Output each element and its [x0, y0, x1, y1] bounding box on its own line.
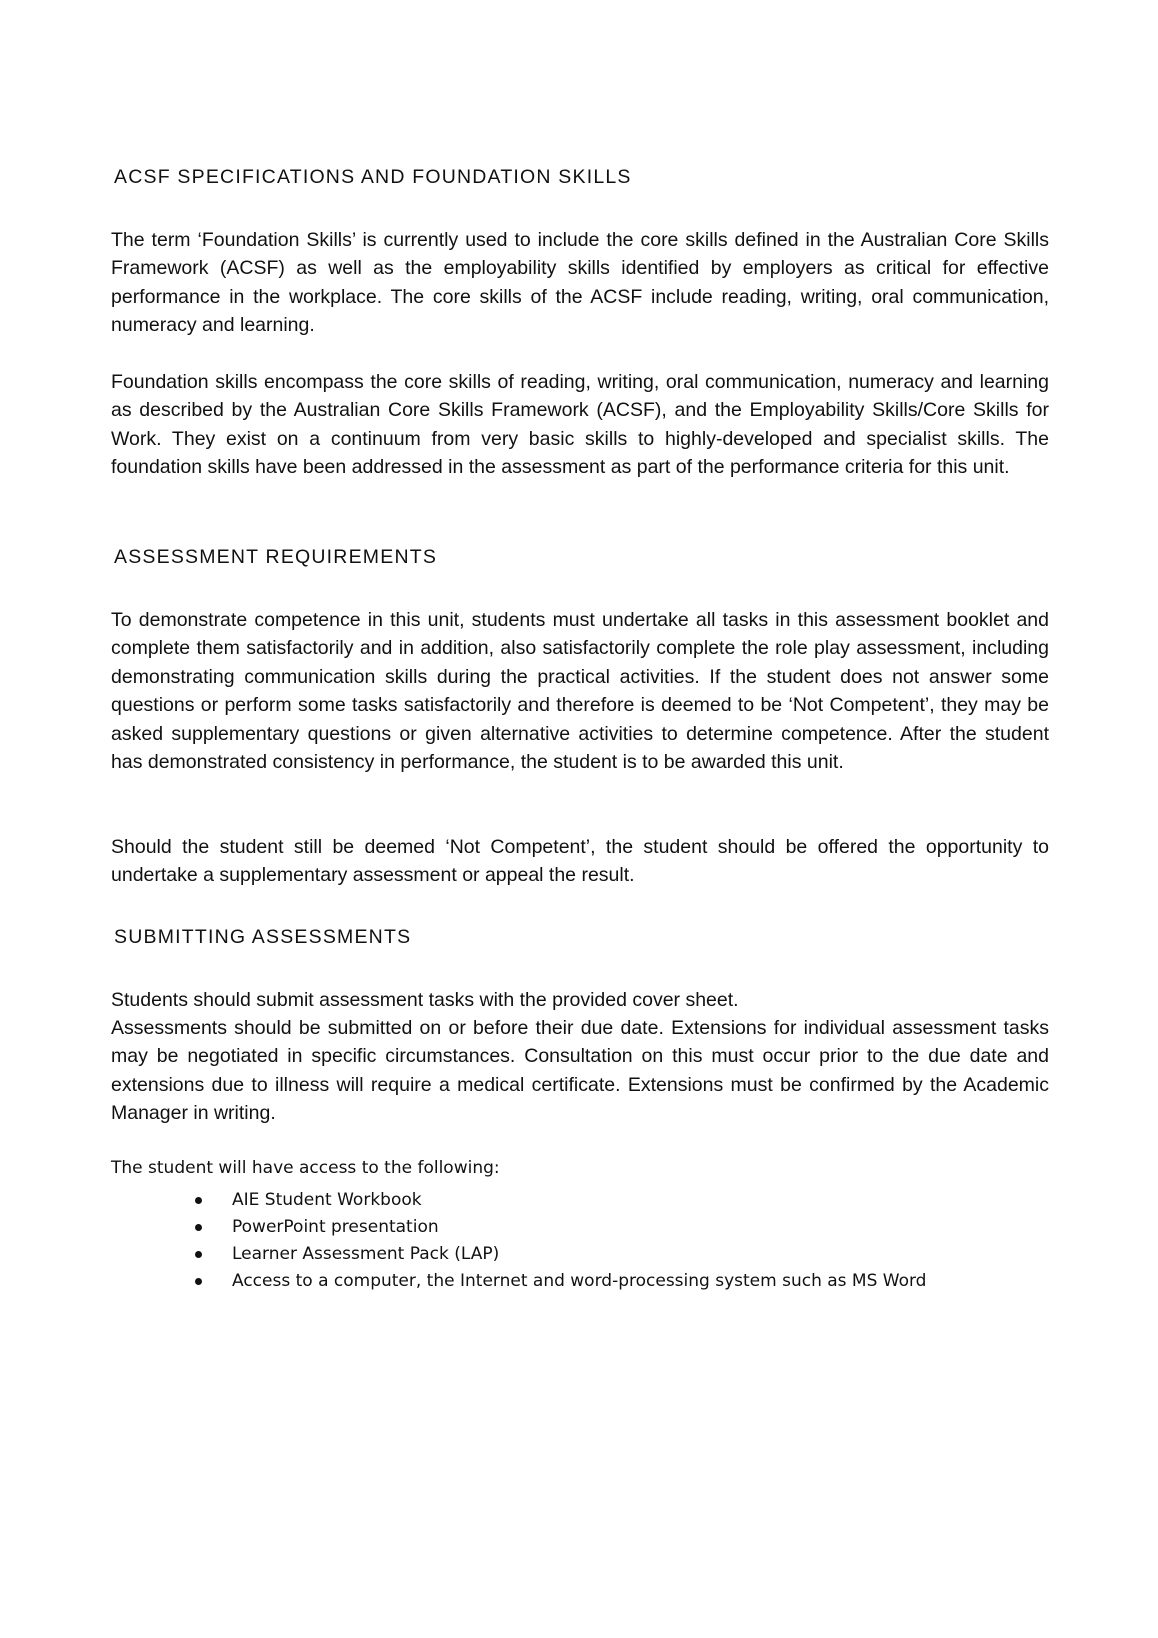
list-item: [195, 1187, 926, 1214]
access-intro: The student will have access to the following:: [111, 1158, 500, 1178]
heading-acsf: ACSF SPECIFICATIONS AND FOUNDATION SKILLS: [114, 166, 632, 188]
access-list: [195, 1187, 926, 1295]
bullet-icon: [195, 1251, 202, 1258]
submitting-paragraph-1: Assessments should be submitted on or before their due date. Extensions for individual assessment tasks may be negotiated in specific circumstances. Consultation on this must occur prior to the due date and extensions due to illness will require a medical certificate. Extensions must be confirmed by the Academic Manager in writing.: [111, 1017, 1049, 1125]
list-item: [195, 1268, 926, 1295]
list-item-label: AIE Student Workbook: [232, 1190, 422, 1210]
bullet-icon: [195, 1224, 202, 1231]
list-item: [195, 1214, 926, 1241]
heading-submitting-assessments: SUBMITTING ASSESSMENTS: [114, 926, 412, 948]
acsf-paragraph-2: Foundation skills encompass the core skills of reading, writing, oral communication, numeracy and learning as described by the Australian Core Skills Framework (ACSF), and the Employability Skills/Core Skills for Work. They exist on a continuum from very basic skills to highly-developed and specialist skills. The foundation skills have been addressed in the assessment as part of the performance criteria for this unit.: [111, 371, 1049, 479]
heading-assessment-requirements: ASSESSMENT REQUIREMENTS: [114, 546, 438, 568]
requirements-paragraph-2: Should the student still be deemed ‘Not Competent’, the student should be offered the opportunity to undertake a supplementary assessment or appeal the result.: [111, 836, 1049, 887]
bullet-icon: [195, 1197, 202, 1204]
bullet-icon: [195, 1278, 202, 1285]
list-item-label: Access to a computer, the Internet and word-processing system such as MS Word: [232, 1271, 927, 1291]
list-item-label: Learner Assessment Pack (LAP): [232, 1244, 500, 1264]
acsf-paragraph-1: The term ‘Foundation Skills’ is currently used to include the core skills defined in the Australian Core Skills Framework (ACSF) as well as the employability skills identified by employers as critical for effective performance in the workplace. The core skills of the ACSF include reading, writing, oral communication, numeracy and learning.: [111, 229, 1049, 337]
list-item-label: PowerPoint presentation: [232, 1217, 439, 1237]
requirements-paragraph-1: To demonstrate competence in this unit, students must undertake all tasks in this assessment booklet and complete them satisfactorily and in addition, also satisfactorily complete the role play assessment, including demonstrating communication skills during the practical activities. If the student does not answer some questions or perform some tasks satisfactorily and therefore is deemed to be ‘Not Competent’, they may be asked supplementary questions or given alternative activities to determine competence. After the student has demonstrated consistency in performance, the student is to be awarded this unit.: [111, 609, 1049, 774]
submitting-line-1: Students should submit assessment tasks with the provided cover sheet.: [111, 989, 739, 1011]
list-item: [195, 1241, 926, 1268]
